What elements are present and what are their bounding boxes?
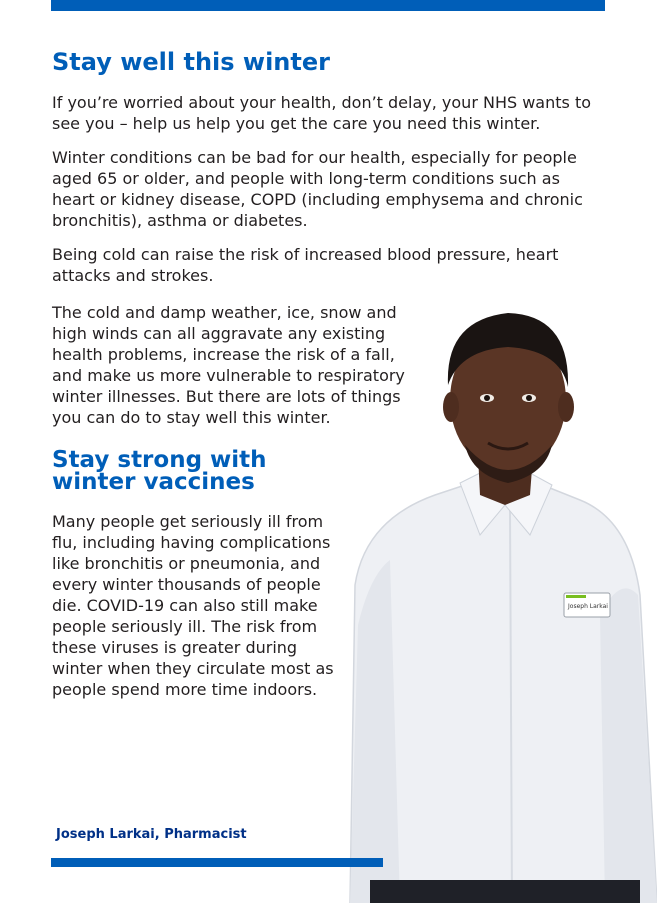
badge-name-text: Joseph Larkai	[568, 603, 608, 610]
top-rule	[51, 0, 605, 11]
paragraph-flu: Many people get seriously ill from flu, including having complications like bronchitis or pneumonia, and every winter thousands of people die. COVID-19 can also still make people seriously ill. The risk from these viruses is greater during winter when they circulate most as people spend more time indoors.	[52, 512, 334, 699]
heading-vaccines: Stay strong with winter vaccines	[52, 447, 267, 495]
paragraph-intro: If you’re worried about your health, don’t delay, your NHS wants to see you – help us help you get the care you need this winter.	[52, 93, 592, 133]
paragraph-weather: The cold and damp weather, ice, snow and high winds can all aggravate any existing health problems, increase the risk of a fall, and make us more vulnerable to respiratory winter illnesses. But there are lots of things you can do to stay well this winter.	[52, 303, 405, 427]
bottom-rule	[51, 858, 383, 867]
heading-stay-well: Stay well this winter	[52, 48, 330, 76]
paragraph-cold-risk: Being cold can raise the risk of increased blood pressure, heart attacks and strokes.	[52, 245, 559, 285]
pharmacist-photo	[330, 295, 657, 903]
paragraph-winter-conditions: Winter conditions can be bad for our health, especially for people aged 65 or older, and people with long-term conditions such as heart or kidney disease, COPD (including emphysema and chronic bronchitis), asthma or diabetes.	[52, 148, 583, 230]
photo-caption: Joseph Larkai, Pharmacist	[56, 827, 247, 842]
